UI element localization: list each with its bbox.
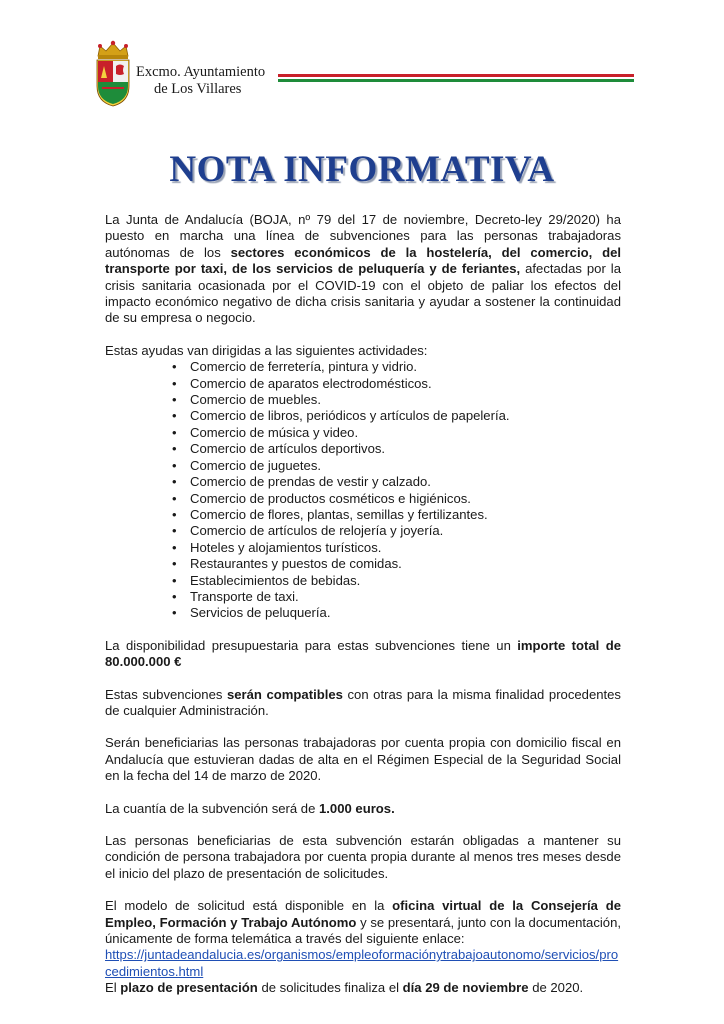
budget-paragraph: La disponibilidad presupuestaria para estas subvenciones tiene un importe total de 80.000.000 € bbox=[105, 637, 621, 670]
coat-of-arms-icon bbox=[92, 38, 134, 108]
intro-paragraph: La Junta de Andalucía (BOJA, nº 79 del 17 de noviembre, Decreto-ley 29/2020) ha puesto en marcha una línea de subvenciones para las personas trabajadoras autónomas de los sectores económicos de la hostelería, del comercio, del transporte por taxi, de los servicios de peluquería y de feriantes, afectadas por la crisis sanitaria ocasionada por el COVID-19 con el objeto de paliar los efectos del impacto económico negativo de dicha crisis sanitaria y ayudar a sostener la continuidad de su empresa o negocio. bbox=[105, 212, 621, 326]
activity-item: • Comercio de música y video. bbox=[190, 425, 621, 441]
activities-list bbox=[105, 359, 621, 622]
procedures-link[interactable]: https://juntadeandalucia.es/organismos/empleoformaciónytrabajoautonomo/servicios/procedimientos.html bbox=[105, 947, 619, 979]
flag-stripe bbox=[278, 74, 634, 82]
activity-item: • Comercio de ferretería, pintura y vidrio. bbox=[190, 359, 621, 375]
compatibility-paragraph: Estas subvenciones serán compatibles con otras para la misma finalidad procedentes de cualquier Administración. bbox=[105, 686, 621, 718]
activity-item: • Comercio de flores, plantas, semillas y fertilizantes. bbox=[190, 507, 621, 523]
letterhead bbox=[92, 38, 652, 110]
activity-item: • Comercio de artículos deportivos. bbox=[190, 441, 621, 457]
activity-item: • Comercio de artículos de relojería y joyería. bbox=[190, 523, 621, 539]
obligation-paragraph: Las personas beneficiarias de esta subvención estarán obligadas a mantener su condición de persona trabajadora por cuenta propia durante al menos tres meses desde el inicio del plazo de presentación de solicitudes. bbox=[105, 833, 621, 881]
activity-item: • Restaurantes y puestos de comidas. bbox=[190, 556, 621, 572]
organization-name bbox=[136, 64, 265, 98]
activity-item: • Comercio de aparatos electrodomésticos. bbox=[190, 376, 621, 392]
amount-paragraph: La cuantía de la subvención será de 1.000 euros. bbox=[105, 800, 395, 816]
beneficiaries-paragraph: Serán beneficiarias las personas trabajadoras por cuenta propia con domicilio fiscal en Andalucía que estuvieran dadas de alta en el Régimen Especial de la Seguridad Social en la fecha del 14 de marzo de 2020. bbox=[105, 735, 621, 784]
deadline-paragraph: El plazo de presentación de solicitudes finaliza el día 29 de noviembre de 2020. bbox=[105, 980, 584, 996]
activity-item: • Transporte de taxi. bbox=[190, 589, 621, 605]
activity-item: • Establecimientos de bebidas. bbox=[190, 573, 621, 589]
org-line-1: Excmo. Ayuntamiento bbox=[136, 64, 266, 80]
activity-item: • Servicios de peluquería. bbox=[190, 605, 621, 621]
activities-intro: Estas ayudas van dirigidas a las siguientes actividades: bbox=[105, 342, 428, 358]
application-link-line bbox=[105, 947, 621, 980]
page-title: NOTA INFORMATIVA bbox=[169, 149, 555, 190]
activity-item: • Comercio de productos cosméticos e higiénicos. bbox=[190, 491, 621, 507]
application-paragraph: El modelo de solicitud está disponible en la oficina virtual de la Consejería de Empleo, Formación y Trabajo Autónomo y se presentará, junto con la documentación, únicamente de forma telemática a través del siguiente enlace: bbox=[105, 898, 622, 947]
org-line-2: de Los Villares bbox=[154, 81, 242, 97]
activity-item: • Comercio de prendas de vestir y calzado. bbox=[190, 474, 621, 490]
activity-item: • Comercio de muebles. bbox=[190, 392, 621, 408]
activity-item: • Comercio de libros, periódicos y artículos de papelería. bbox=[190, 408, 621, 424]
document-body bbox=[105, 212, 621, 997]
activity-item: • Hoteles y alojamientos turísticos. bbox=[190, 540, 621, 556]
activity-item: • Comercio de juguetes. bbox=[190, 458, 621, 474]
